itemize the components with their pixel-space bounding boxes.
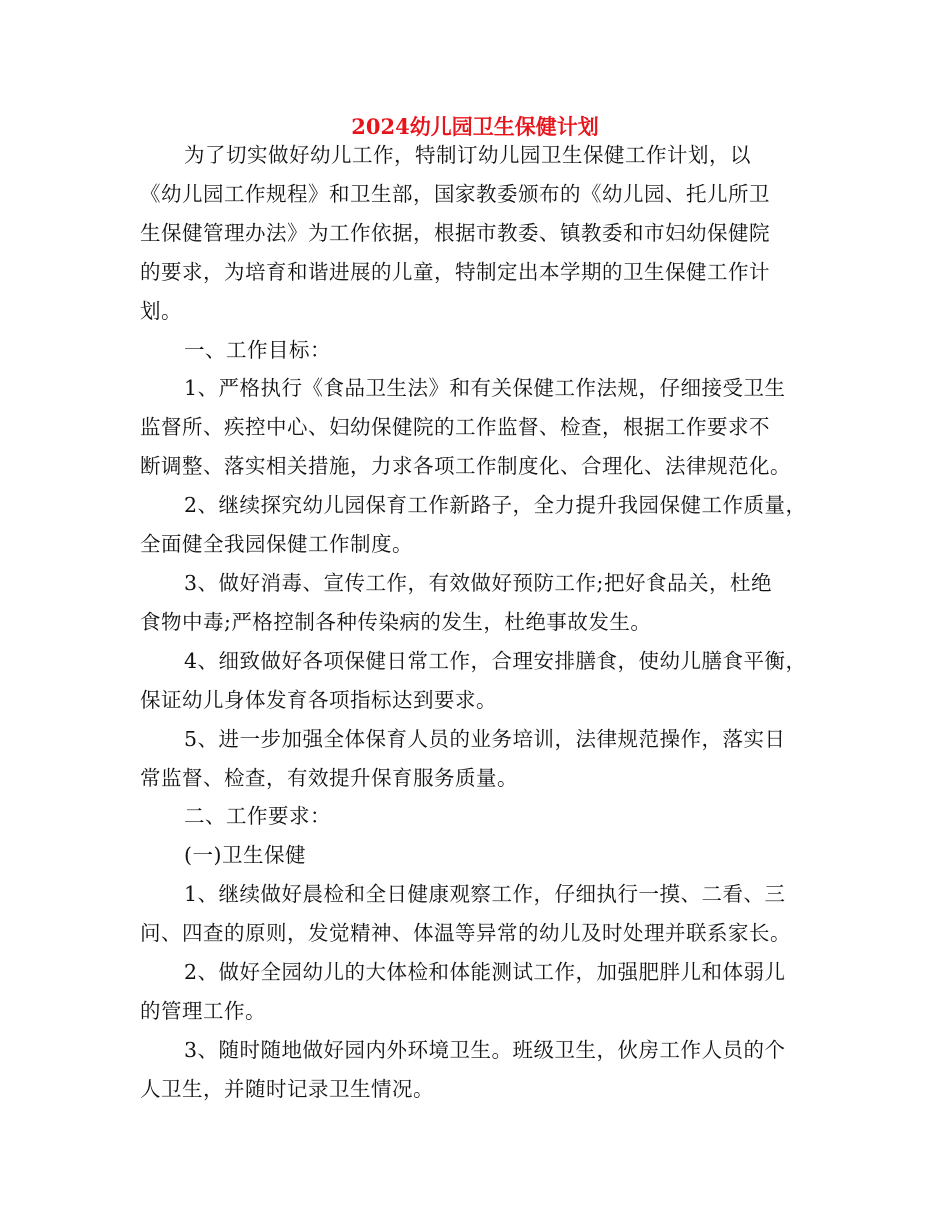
text-line: 问、四查的原则，发觉精神、体温等异常的幼儿及时处理并联系家长。 — [140, 921, 791, 946]
text-line: 常监督、检查，有效提升保育服务质量。 — [140, 765, 518, 790]
paragraph — [140, 486, 820, 564]
paragraph — [140, 1031, 820, 1109]
text-line: 断调整、落实相关措施，力求各项工作制度化、合理化、法律规范化。 — [140, 454, 791, 479]
text-line: 食物中毒;严格控制各种传染病的发生，杜绝事故发生。 — [140, 609, 652, 634]
text-line: (一)卫生保健 — [184, 843, 306, 868]
text-line: 一、工作目标： — [184, 337, 331, 362]
paragraph — [140, 331, 820, 370]
text-line: 保证幼儿身体发育各项指标达到要求。 — [140, 687, 497, 712]
text-line: 2、做好全园幼儿的大体检和体能测试工作，加强肥胖儿和体弱儿 — [184, 960, 786, 985]
paragraph — [140, 797, 820, 836]
paragraph — [140, 642, 820, 720]
paragraph — [140, 720, 820, 798]
text-line: 人卫生，并随时记录卫生情况。 — [140, 1076, 434, 1101]
text-line: 生保健管理办法》为工作依据，根据市教委、镇教委和市妇幼保健院 — [140, 220, 770, 245]
paragraph — [140, 953, 820, 1031]
text-line: 《幼儿园工作规程》和卫生部，国家教委颁布的《幼儿园、托儿所卫 — [140, 181, 770, 206]
document-body — [140, 136, 820, 1109]
paragraph — [140, 836, 820, 875]
document-title: 2024幼儿园卫生保健计划 — [351, 114, 599, 139]
text-line: 的管理工作。 — [140, 998, 266, 1023]
paragraph — [140, 136, 820, 331]
text-line: 4、细致做好各项保健日常工作，合理安排膳食，使幼儿膳食平衡， — [184, 648, 807, 673]
text-line: 二、工作要求： — [184, 804, 331, 829]
text-line: 3、随时随地做好园内外环境卫生。班级卫生，伙房工作人员的个 — [184, 1037, 786, 1062]
text-line: 为了切实做好幼儿工作，特制订幼儿园卫生保健工作计划，以 — [184, 143, 751, 167]
text-line: 2、继续探究幼儿园保育工作新路子，全力提升我园保健工作质量， — [184, 493, 807, 518]
paragraph — [140, 564, 820, 642]
text-line: 全面健全我园保健工作制度。 — [140, 532, 413, 557]
paragraph — [140, 369, 820, 486]
text-line: 监督所、疾控中心、妇幼保健院的工作监督、检查，根据工作要求不 — [140, 415, 770, 440]
text-line: 划。 — [140, 298, 182, 323]
text-line: 1、严格执行《食品卫生法》和有关保健工作法规，仔细接受卫生 — [184, 376, 786, 401]
text-line: 的要求，为培育和谐进展的儿童，特制定出本学期的卫生保健工作计 — [140, 259, 770, 284]
paragraph — [140, 875, 820, 953]
text-line: 3、做好消毒、宣传工作，有效做好预防工作;把好食品关，杜绝 — [184, 570, 772, 595]
text-line: 5、进一步加强全体保育人员的业务培训，法律规范操作，落实日 — [184, 726, 786, 751]
text-line: 1、继续做好晨检和全日健康观察工作，仔细执行一摸、二看、三 — [184, 882, 786, 907]
